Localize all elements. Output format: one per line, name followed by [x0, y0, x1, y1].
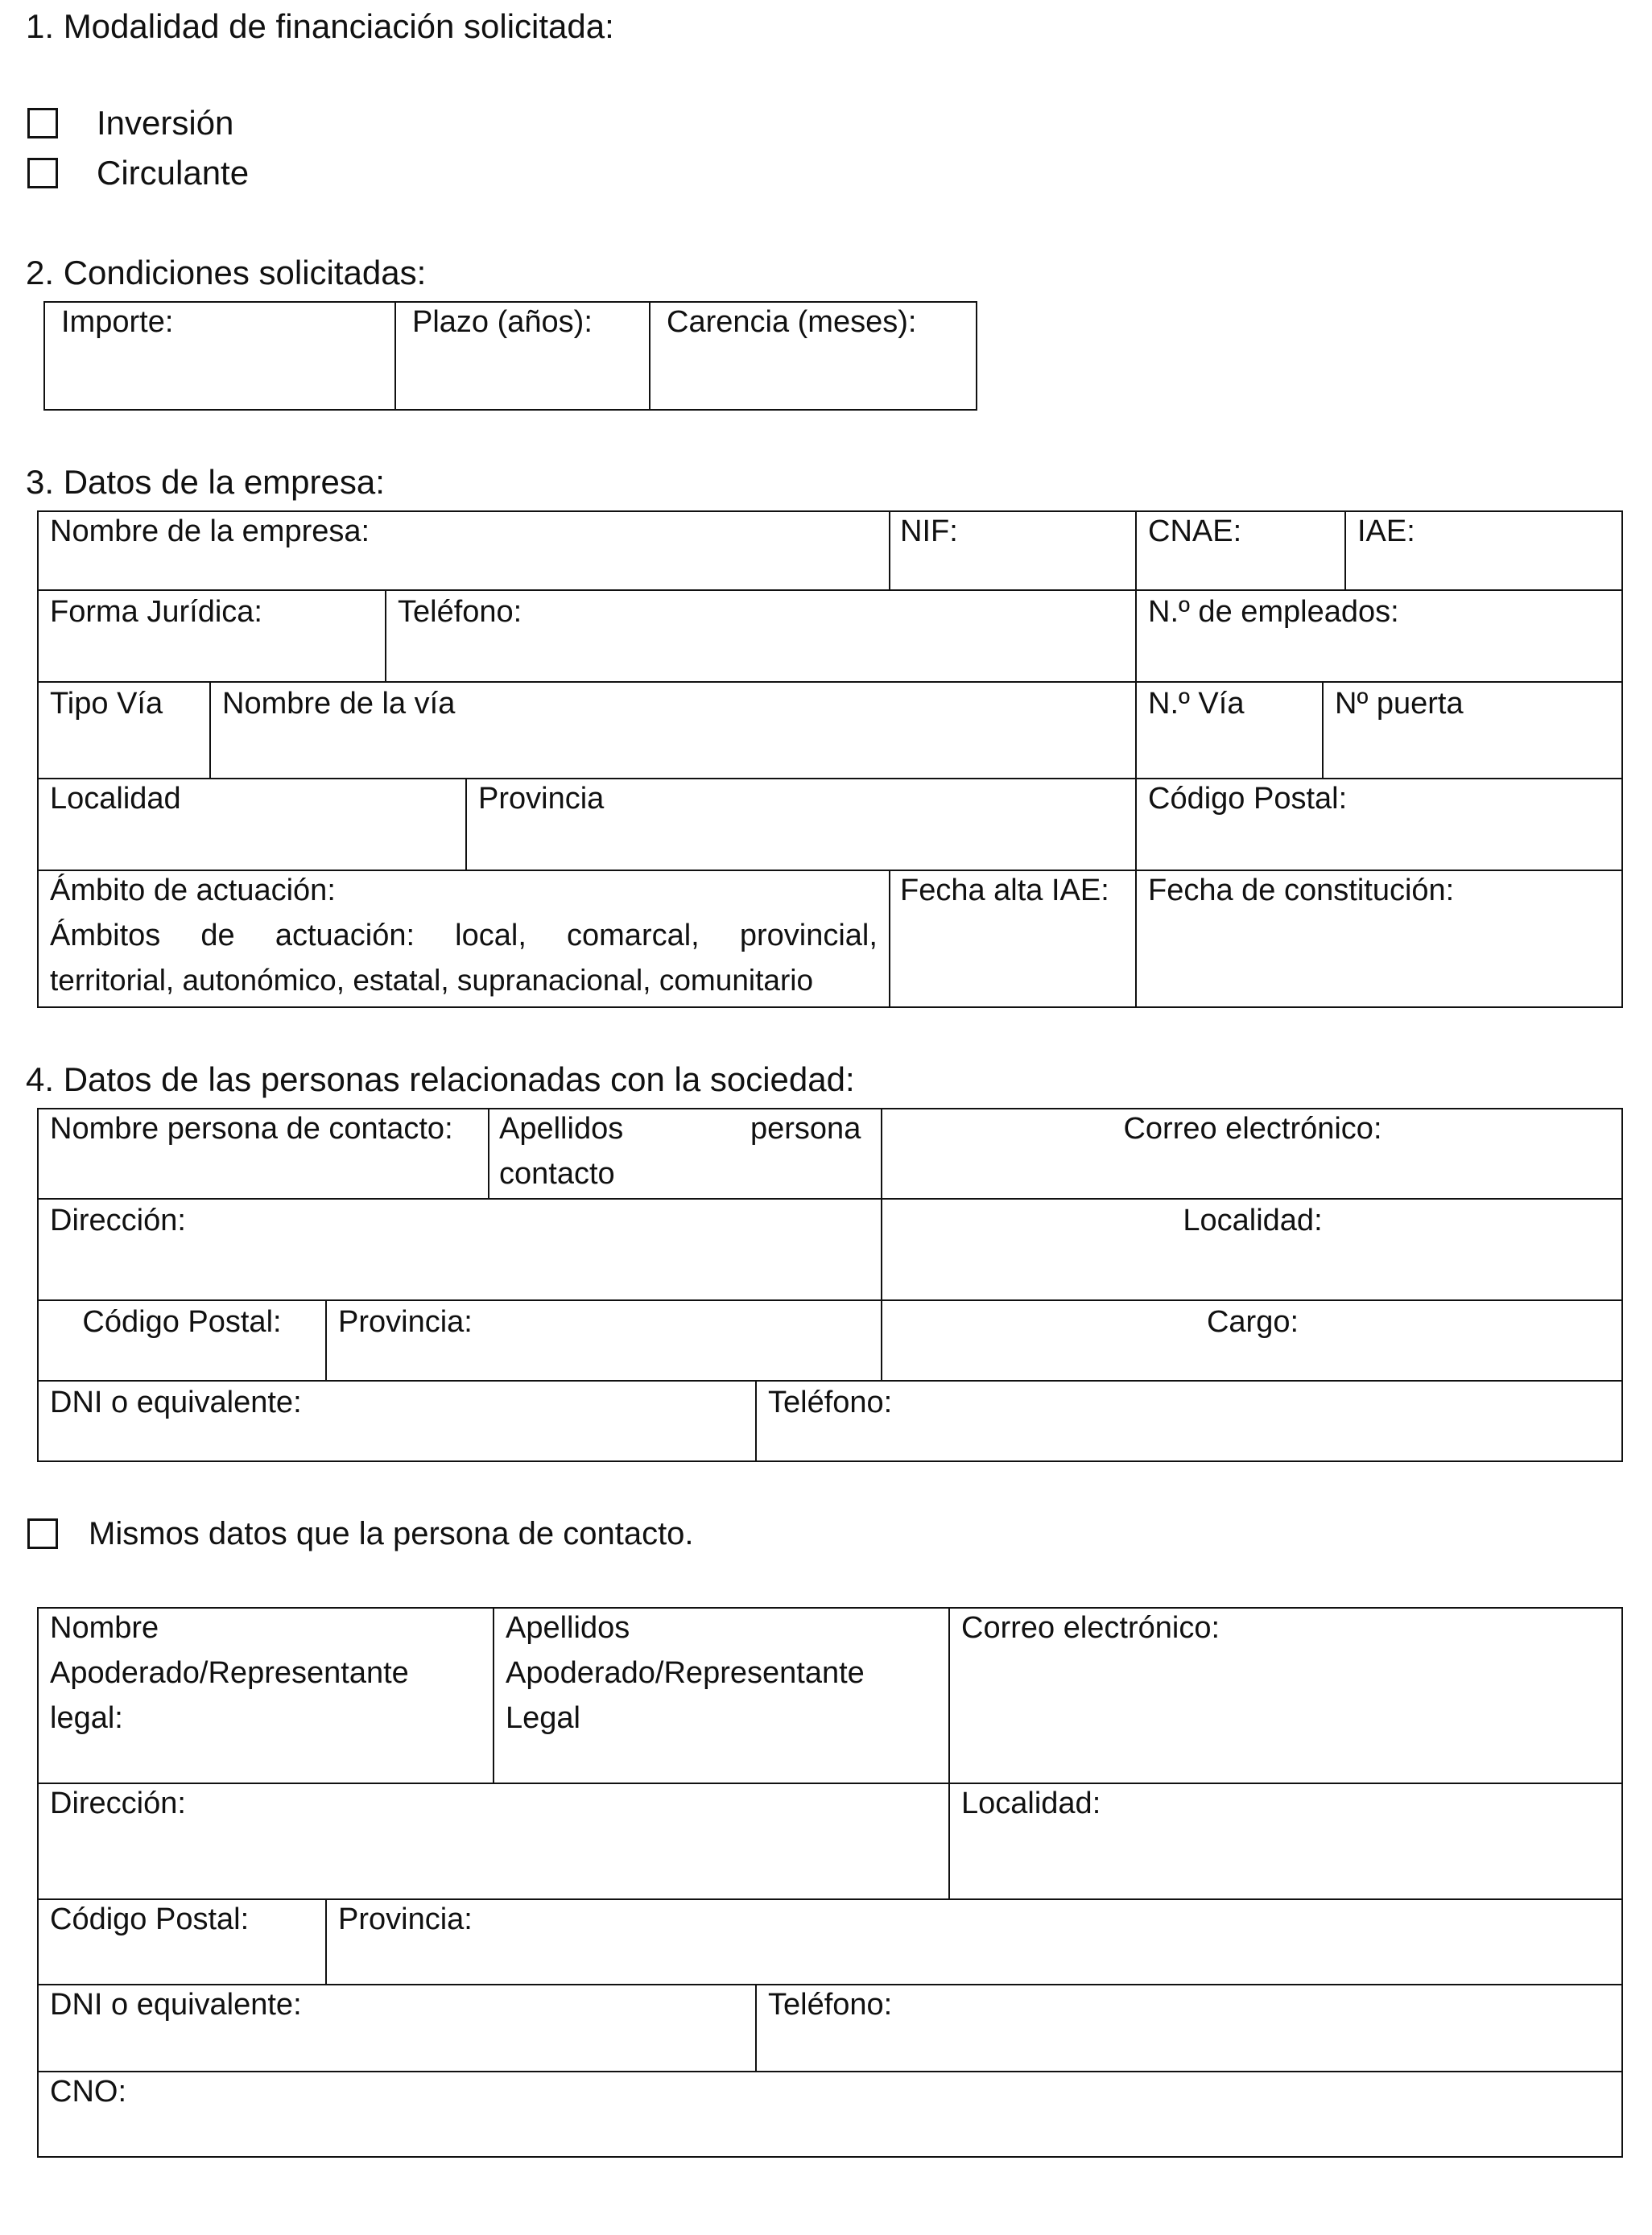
company-name-field[interactable]: Nombre de la empresa:: [50, 514, 370, 548]
rep-address-field[interactable]: Dirección:: [50, 1787, 186, 1820]
rep-surname-line1[interactable]: Apellidos: [506, 1611, 630, 1645]
rep-locality-field[interactable]: Localidad:: [961, 1787, 1101, 1820]
carencia-field[interactable]: Carencia (meses):: [667, 305, 917, 339]
street-name-field[interactable]: Nombre de la vía: [222, 687, 456, 721]
nif-field[interactable]: NIF:: [900, 514, 958, 548]
postal-code-field[interactable]: Código Postal:: [1148, 782, 1348, 816]
iae-field[interactable]: IAE:: [1357, 514, 1415, 548]
rep-name-line3: legal:: [50, 1701, 123, 1735]
contact-address-field[interactable]: Dirección:: [50, 1204, 186, 1237]
circulante-checkbox[interactable]: [27, 158, 58, 188]
company-phone-field[interactable]: Teléfono:: [398, 595, 522, 629]
contact-surname-word2: persona: [750, 1112, 861, 1146]
legal-form-field[interactable]: Forma Jurídica:: [50, 595, 262, 629]
rep-id-field[interactable]: DNI o equivalente:: [50, 1988, 302, 2022]
scope-options-line2: territorial, autonómico, estatal, supranacional, comunitario: [50, 964, 814, 997]
rep-name-line1[interactable]: Nombre: [50, 1611, 159, 1645]
door-number-field[interactable]: Nº puerta: [1335, 687, 1464, 721]
rep-province-field[interactable]: Provincia:: [338, 1902, 473, 1936]
street-type-field[interactable]: Tipo Vía: [50, 687, 163, 721]
contact-province-field[interactable]: Provincia:: [338, 1305, 473, 1339]
plazo-field[interactable]: Plazo (años):: [412, 305, 593, 339]
iae-date-field[interactable]: Fecha alta IAE:: [900, 874, 1109, 907]
section-4-title: 4. Datos de las personas relacionadas con la sociedad:: [26, 1060, 855, 1098]
importe-field[interactable]: Importe:: [61, 305, 174, 339]
incorporation-date-field[interactable]: Fecha de constitución:: [1148, 874, 1455, 907]
inversion-checkbox[interactable]: [27, 108, 58, 138]
section-2-title: 2. Condiciones solicitadas:: [26, 254, 427, 291]
rep-email-field[interactable]: Correo electrónico:: [961, 1611, 1220, 1645]
rep-surname-line2: Apoderado/Representante: [506, 1656, 865, 1690]
circulante-label: Circulante: [97, 154, 250, 192]
contact-surname-word3: contacto: [499, 1157, 615, 1191]
contact-locality-field[interactable]: Localidad:: [1183, 1204, 1323, 1237]
rep-phone-field[interactable]: Teléfono:: [768, 1988, 893, 2022]
same-data-checkbox[interactable]: [27, 1518, 58, 1549]
contact-email-field[interactable]: Correo electrónico:: [1123, 1112, 1382, 1146]
rep-surname-line3: Legal: [506, 1701, 580, 1735]
same-data-label: Mismos datos que la persona de contacto.: [89, 1516, 694, 1551]
contact-position-field[interactable]: Cargo:: [1206, 1305, 1299, 1339]
section-1-title: 1. Modalidad de financiación solicitada:: [26, 7, 614, 45]
cnae-field[interactable]: CNAE:: [1148, 514, 1242, 548]
province-field[interactable]: Provincia: [478, 782, 605, 816]
rep-postal-code-field[interactable]: Código Postal:: [50, 1902, 250, 1936]
locality-field[interactable]: Localidad: [50, 782, 181, 816]
contact-id-field[interactable]: DNI o equivalente:: [50, 1386, 302, 1419]
cno-field[interactable]: CNO:: [50, 2075, 126, 2109]
contact-phone-field[interactable]: Teléfono:: [768, 1386, 893, 1419]
employees-field[interactable]: N.º de empleados:: [1148, 595, 1399, 629]
contact-postal-code-field[interactable]: Código Postal:: [82, 1305, 282, 1339]
contact-surname-word1[interactable]: Apellidos: [499, 1112, 624, 1146]
contact-name-field[interactable]: Nombre persona de contacto:: [50, 1112, 453, 1146]
street-number-field[interactable]: N.º Vía: [1148, 687, 1245, 721]
scope-options-line1: Ámbitos de actuación: local, comarcal, provincial,: [50, 919, 878, 952]
scope-field[interactable]: Ámbito de actuación:: [50, 874, 336, 907]
rep-name-line2: Apoderado/Representante: [50, 1656, 409, 1690]
section-3-title: 3. Datos de la empresa:: [26, 463, 385, 501]
inversion-label: Inversión: [97, 104, 234, 142]
